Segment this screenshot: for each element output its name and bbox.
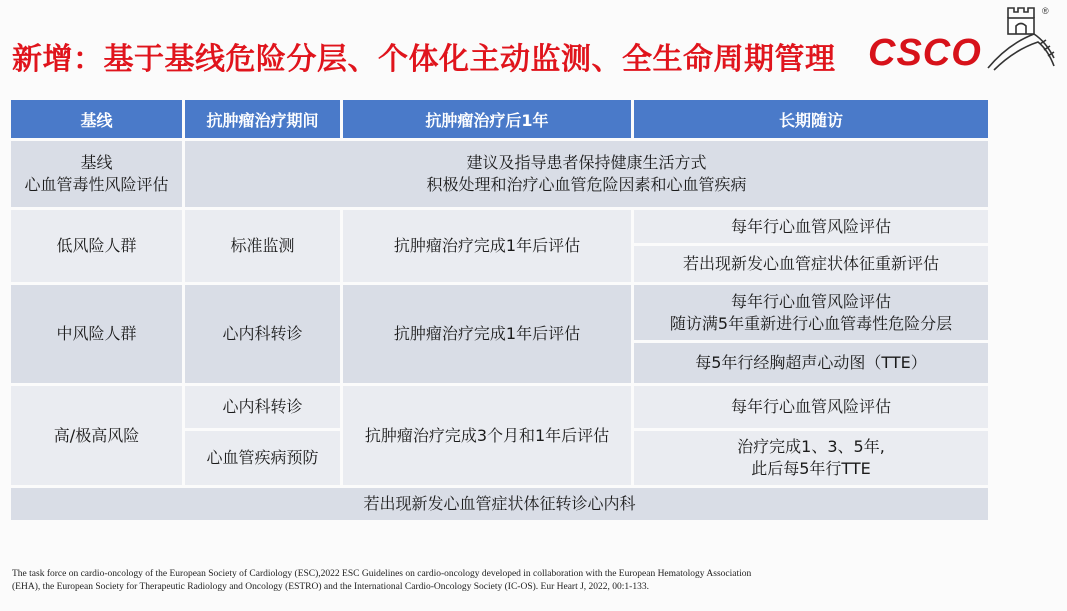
high-risk-followup-2-line2: 此后每5年行TTE	[751, 459, 871, 478]
high-risk-during-1: 心内科转诊	[185, 386, 340, 428]
baseline-advice-cell	[185, 141, 988, 207]
table-row-mid-risk-a	[11, 285, 988, 340]
header-long-term-followup: 长期随访	[634, 100, 988, 138]
low-risk-after: 抗肿瘤治疗完成1年后评估	[343, 210, 631, 282]
footer-referral-note: 若出现新发心血管症状体征转诊心内科	[11, 488, 988, 520]
high-risk-followup-2	[634, 431, 988, 485]
baseline-label-line1: 基线	[80, 153, 113, 172]
high-risk-followup-2-line1: 治疗完成1、3、5年,	[737, 437, 885, 456]
mid-risk-followup-2: 每5年行经胸超声心动图（TTE）	[634, 343, 988, 383]
mid-risk-followup-1-line1: 每年行心血管风险评估	[730, 291, 891, 311]
risk-management-table	[11, 100, 988, 520]
mid-risk-after: 抗肿瘤治疗完成1年后评估	[343, 285, 631, 383]
high-risk-followup-1: 每年行心血管风险评估	[634, 386, 988, 428]
high-risk-after: 抗肿瘤治疗完成3个月和1年后评估	[343, 386, 631, 485]
table-row-low-risk-a	[11, 210, 988, 243]
table-row-high-risk-a	[11, 386, 988, 428]
slide-title: 新增：基于基线危险分层、个体化主动监测、全生命周期管理	[12, 42, 836, 77]
reference-citation	[12, 568, 912, 594]
table-header-row	[11, 100, 988, 138]
reference-line-1: The task force on cardio-oncology of the European Society of Cardiology (ESC),2022 ESC Guidelines on cardio-oncology developed in collaboration with the European Hematology Association	[12, 569, 752, 579]
baseline-label-line2: 心血管毒性风险评估	[24, 175, 169, 194]
header-during-treatment: 抗肿瘤治疗期间	[185, 100, 340, 138]
high-risk-during-2: 心血管疾病预防	[185, 431, 340, 485]
table-row-footer	[11, 488, 988, 520]
low-risk-during: 标准监测	[185, 210, 340, 282]
low-risk-followup-2: 若出现新发心血管症状体征重新评估	[634, 246, 988, 282]
header-after-one-year: 抗肿瘤治疗后1年	[343, 100, 631, 138]
baseline-label-cell	[11, 141, 182, 207]
csco-logo-text: CSCO	[868, 32, 982, 74]
reference-line-2: (EHA), the European Society for Therapeutic Radiology and Oncology (ESTRO) and the International Cardio-Oncology Society (IC-OS). Eur Heart J, 2022, 00:1-133.	[12, 582, 649, 592]
mid-risk-followup-1	[634, 285, 988, 340]
header-baseline: 基线	[11, 100, 182, 138]
high-risk-label: 高/极高风险	[11, 386, 182, 485]
mid-risk-label: 中风险人群	[11, 285, 182, 383]
csco-logo	[868, 4, 1058, 74]
baseline-advice-line2: 积极处理和治疗心血管危险因素和心血管疾病	[426, 175, 747, 194]
mid-risk-during: 心内科转诊	[185, 285, 340, 383]
low-risk-followup-1: 每年行心血管风险评估	[634, 210, 988, 243]
table-row-baseline	[11, 141, 988, 207]
registered-mark: ®	[1042, 6, 1049, 16]
baseline-advice-line1: 建议及指导患者保持健康生活方式	[466, 153, 707, 172]
mid-risk-followup-1-line2: 随访满5年重新进行心血管毒性危险分层	[669, 313, 953, 333]
low-risk-label: 低风险人群	[11, 210, 182, 282]
